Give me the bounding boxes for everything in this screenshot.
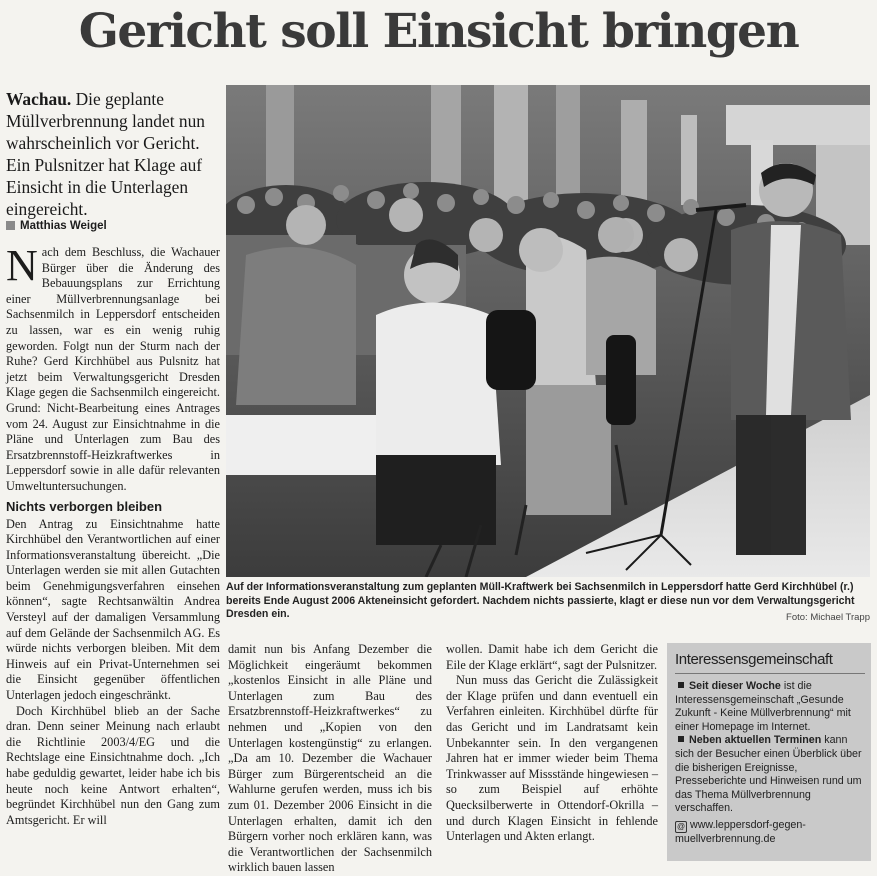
info-box-item-text: ist die Interessensgemeinschaft „Gesunde Zukunft - Keine Müllverbrennung“ mit einer Homepage im Internet. (675, 680, 851, 733)
lead-text: Die geplante Müllverbrennung landet nun wahrscheinlich vor Gericht. Ein Pulsnitzer hat Klage auf Einsicht in die Unterlagen eingereicht. (6, 89, 205, 219)
photo-credit: Foto: Michael Trapp (786, 612, 870, 623)
paragraph-text: ach dem Beschluss, die Wachauer Bürger über die Änderung des Bebauungsplans zur Errichtung einer Müllverbrennungsanlage bei Sachsenmilch in Leppersdorf entscheiden zu lassen, war es ein wenig ruhig geworden. Folgt nun der Sturm nach der Ruhe? Gerd Kirchhübel aus Pulsnitz hat jetzt beim Verwaltungsgericht Dresden Klage gegen die Sachsenmilch eingereicht. Grund: Nicht-Bearbeitung eines Antrages vom 24. August zur Einsichtnahme in die Pläne und Unterlagen zum Bau des Ersatzbrennstoff-Heizkraftwerkes in Leppersdorf sowie in alle dafür relevanten Umweltuntersuchungen. (6, 245, 220, 493)
article-paragraph: Doch Kirchhübel blieb an der Sache dran. Denn seiner Meinung nach erlaubt die Richtlinie 2003/4/EG und die Rechtslage eine Einsichtnahme doch. „Ich habe geduldig gewartet, leider habe ich bis heute noch keine Antwort erhalten“, begründet Kirchhübel nun den Gang zum Amtsgericht. Er will (6, 703, 220, 827)
article-column-1 (6, 241, 220, 828)
author-byline (6, 219, 220, 233)
article-paragraph: Den Antrag zu Einsichtnahme hatte Kirchhübel den Verantwortlichen auf einer Informationsveranstaltung übereicht. „Die Unterlagen werden sie mit allen Gutachten beim Genehmigungsverfahren einsehen können“, sagte Rechtsanwältin Andrea Versteyl auf der damaligen Versammlung auf dem Gelände der Sachsenmilch AG. Es würde nichts verborgen bleiben. Mit dem Hinweis auf ein Privat-Unternehmen sei die Einsicht gegenüber öffentlichen Unterlagen jedoch eingeschränkt. (6, 516, 220, 703)
subheading: Nichts verborgen bleiben (6, 498, 163, 514)
info-box-url[interactable]: www.leppersdorf-gegen-muellverbrennung.de (675, 818, 806, 845)
photo-caption: Auf der Informationsveranstaltung zum geplanten Müll-Kraftwerk bei Sachsenmilch in Leppersdorf hatte Gerd Kirchhübel (r.) bereits Ende August 2006 Akteneinsicht gefordert. Nachdem nichts passierte, klagt er diese nun vor dem Verwaltungsgericht Dresden ein. (226, 581, 855, 621)
info-box-divider (675, 673, 865, 674)
event-photo (226, 85, 870, 577)
photo-image (226, 85, 870, 577)
lead-paragraph (6, 88, 220, 220)
info-box-item (675, 734, 865, 816)
article-paragraph: damit nun bis Anfang Dezember die Möglichkeit eingeräumt bekommen „kostenlos Einsicht in alle Pläne und Unterlagen zum Bau des Ersatzbrennstoff-Heizkraftwerkes“ zu nehmen und „Kopien von den Unterlagen kostengünstig“ zu erlangen. „Da am 10. Dezember die Wachauer Bürger zum Bürgerentscheid an die Wahlurne gerufen werden, muss ich bis zum 01. Dezember 2006 Einsicht in die Unterlagen erhalten, damit ich den Bürgern vorher noch erklären kann, was die Verantwortlichen der Sachsenmilch wirklich bauen lassen (228, 642, 432, 875)
article-column-2 (228, 642, 432, 876)
info-box-body (675, 680, 865, 847)
bullet-square-icon (678, 736, 684, 742)
headline: Gericht soll Einsicht bringen (78, 4, 799, 59)
info-box-url-row (675, 819, 865, 847)
article-paragraph: Nun muss das Gericht die Zulässigkeit der Klage prüfen und dann eventuell ein Verfahren einleiten. Kirchhübel dürfte für das Gericht und im Landratsamt kein Unbekannter sein. In den vergangenen Jahren hat er immer wieder beim Thema Trinkwasser auf Missstände hingewiesen – so zum Beispiel auf erhöhte Quecksilberwerte in Ottendorf-Okrilla – und durch Klagen Einsicht in fehlende Unterlagen und Akten erlangt. (446, 673, 658, 844)
info-box-item (675, 680, 865, 734)
article-column-3 (446, 642, 658, 845)
web-link-icon: @ (676, 821, 686, 831)
drop-cap: N (6, 241, 38, 290)
info-box-item-lead: Neben aktuellen Terminen (689, 734, 822, 747)
info-box-item-text: kann sich der Besucher einen Überblick über die bisherigen Ereignisse, Presseberichte und Hinweisen rund um das Thema Müllverbrennung verschaffen. (675, 734, 862, 815)
article-paragraph: wollen. Damit habe ich dem Gericht die Eile der Klage erklärt“, sagt der Pulsnitzer. (446, 642, 658, 672)
info-box-item-lead: Seit dieser Woche (689, 680, 781, 692)
author-name: Matthias Weigel (20, 220, 107, 232)
info-box-title: Interessensgemeinschaft (675, 651, 833, 668)
dateline: Wachau. (6, 89, 72, 109)
bullet-square-icon (678, 682, 684, 688)
article-paragraph (6, 241, 220, 495)
byline-square-icon (6, 221, 15, 230)
